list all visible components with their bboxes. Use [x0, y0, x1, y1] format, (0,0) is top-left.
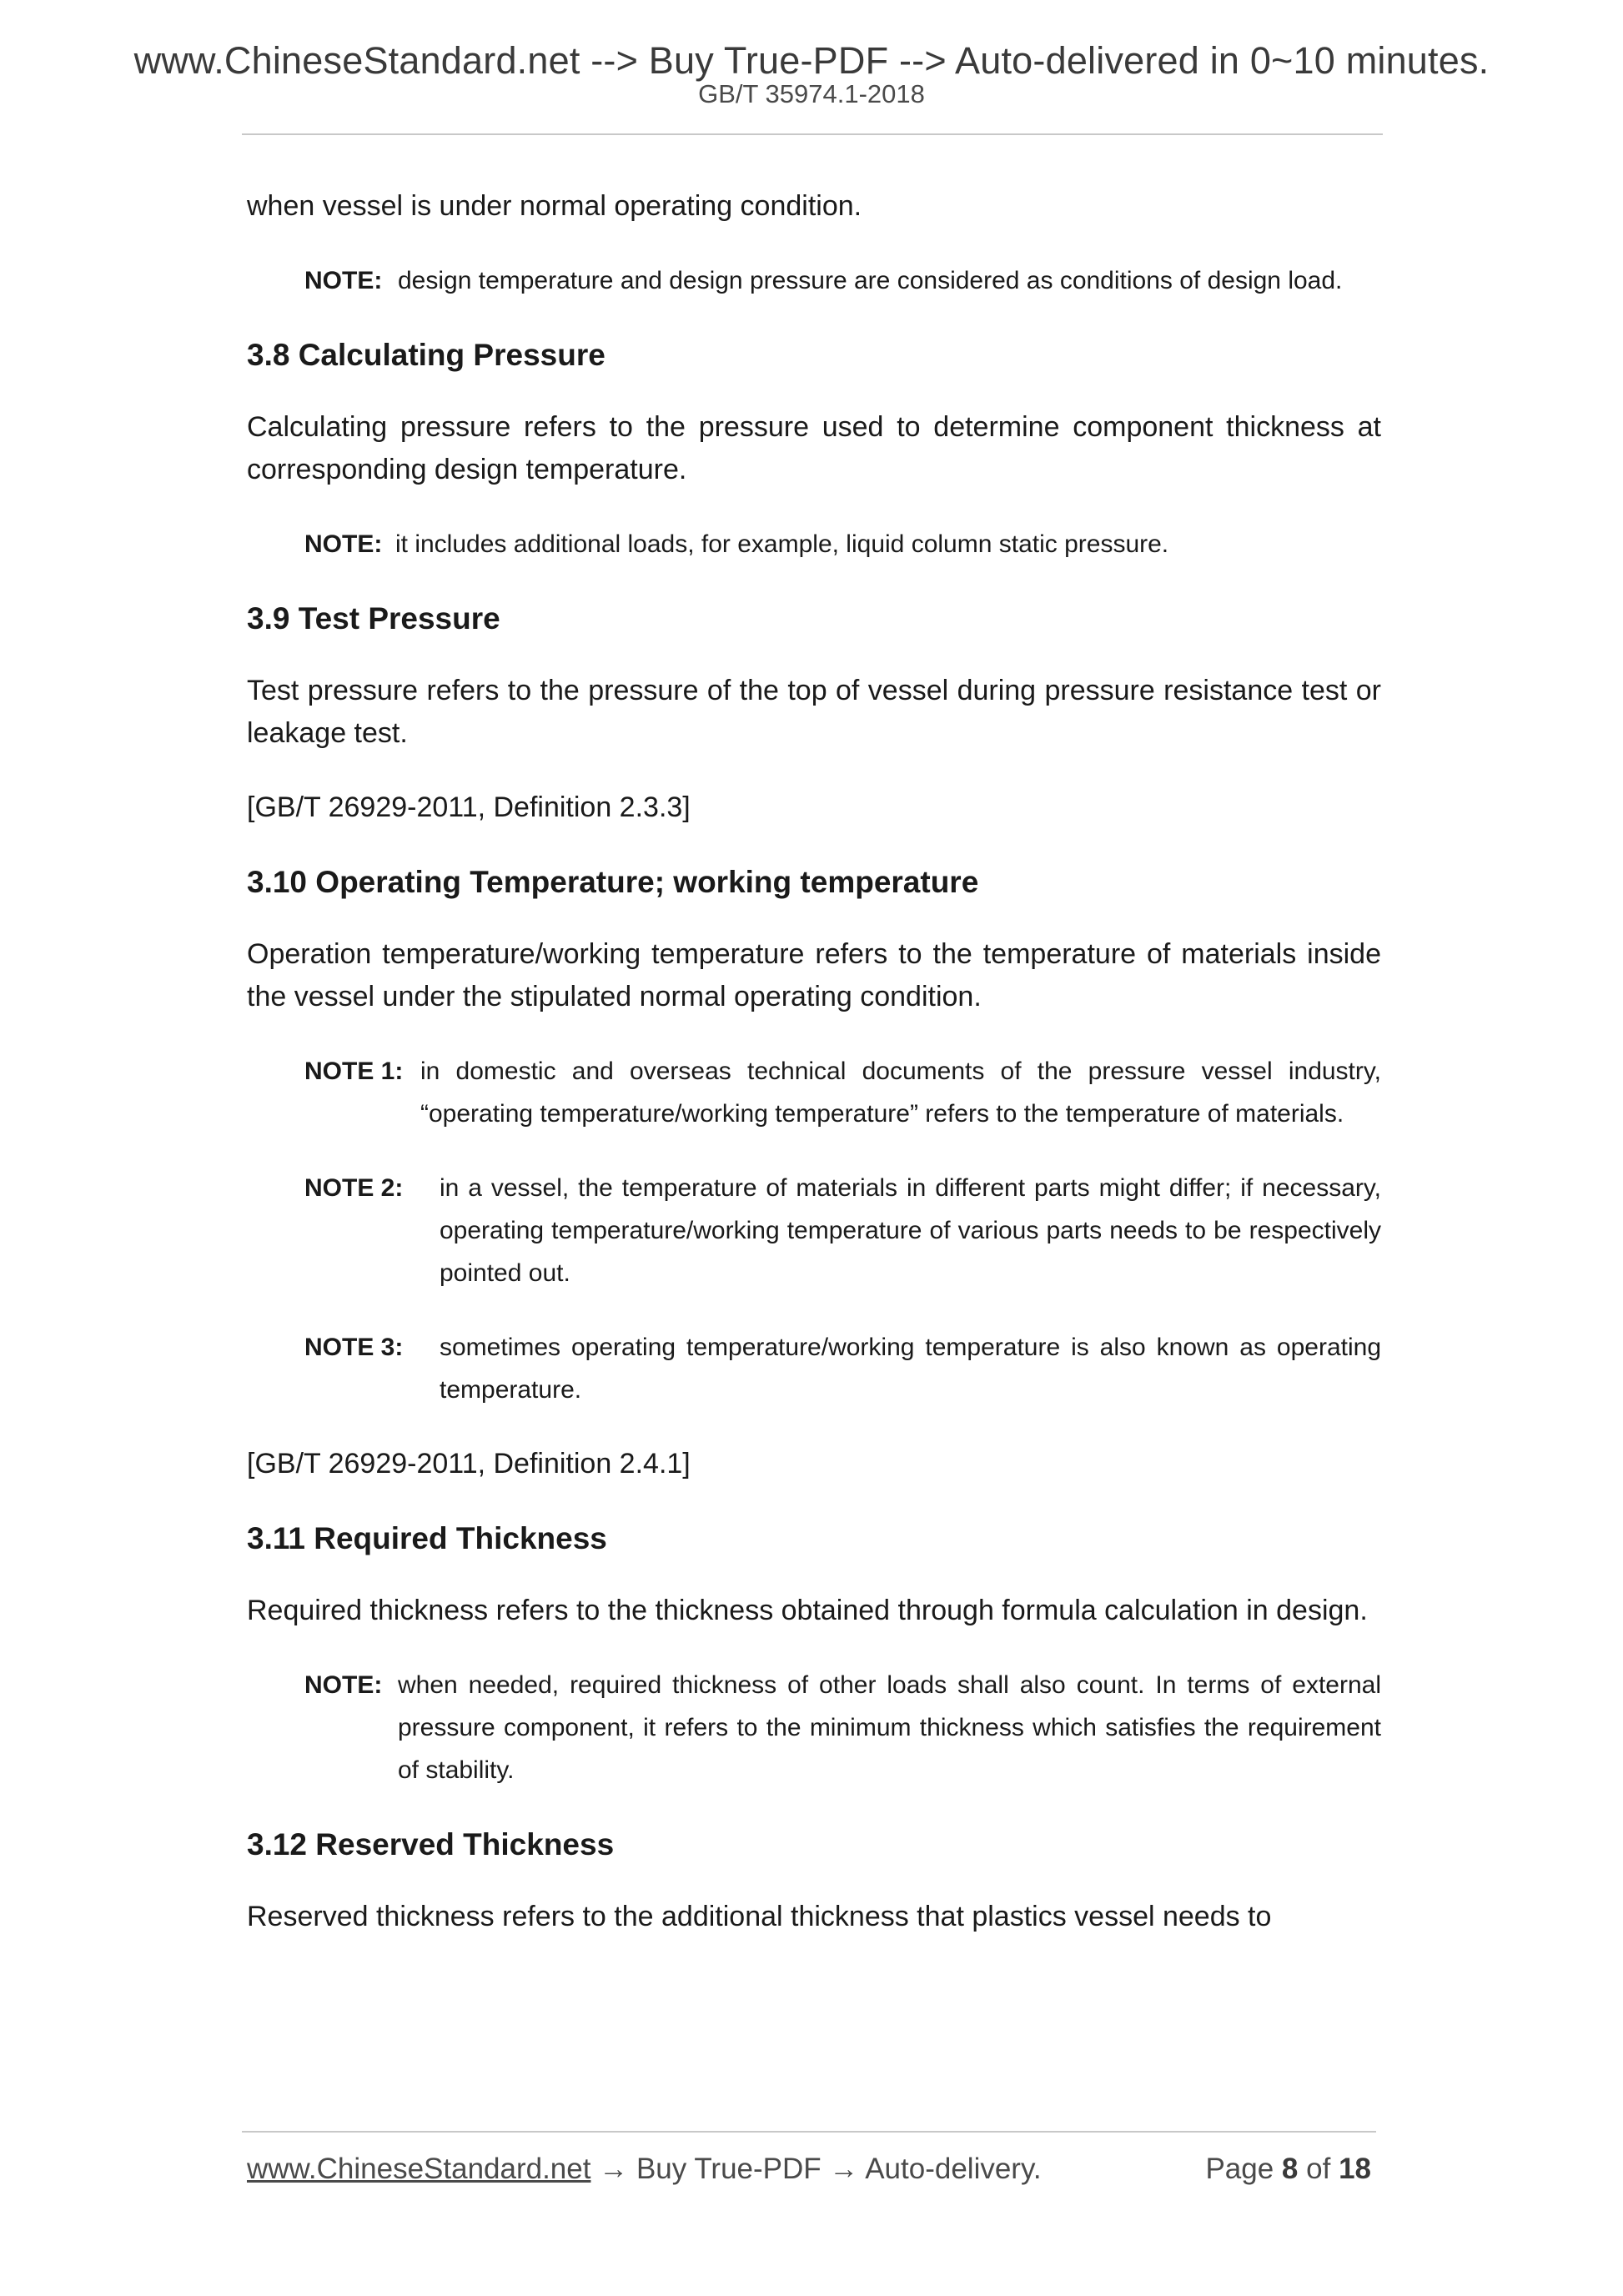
note-text: in a vessel, the temperature of materials in different parts might differ; if necessary, operating temperature/working temperature of various parts needs to be respectively pointed out.: [440, 1174, 1381, 1287]
arrow-right-icon: →: [829, 2153, 859, 2185]
note-1-3-10: [304, 1050, 1381, 1135]
note-text: in domestic and overseas technical documents of the pressure vessel industry, “operating temperature/working temperature” refers to the temperature of materials.: [420, 1058, 1381, 1128]
note-label: NOTE 1:: [304, 1058, 404, 1085]
section-body-3-12: Reserved thickness refers to the additional thickness that plastics vessel needs to: [247, 1901, 1272, 1932]
header-divider: [242, 133, 1383, 135]
note-label: NOTE 2:: [304, 1174, 404, 1202]
note-label: NOTE:: [304, 1671, 383, 1699]
page-indicator: [1205, 2154, 1371, 2183]
section-body-3-10: Operation temperature/working temperature refers to the temperature of materials inside the vessel under the stipulated normal operating condition.: [247, 938, 1381, 1012]
document-body: [247, 185, 1381, 1970]
footer-site-link[interactable]: www.ChineseStandard.net: [247, 2153, 591, 2185]
section-body-3-8: Calculating pressure refers to the pressure used to determine component thickness at corresponding design temperature.: [247, 411, 1381, 485]
section-body-3-11: Required thickness refers to the thickness obtained through formula calculation in design.: [247, 1595, 1368, 1626]
section-heading-3-11: 3.11 Required Thickness: [247, 1521, 607, 1555]
document-code: GB/T 35974.1-2018: [698, 79, 925, 108]
section-heading-3-9: 3.9 Test Pressure: [247, 601, 500, 636]
intro-paragraph: when vessel is under normal operating condition.: [247, 190, 862, 222]
section-heading-3-8: 3.8 Calculating Pressure: [247, 338, 605, 372]
section-body-3-9: Test pressure refers to the pressure of the top of vessel during pressure resistance test or leakage test.: [247, 675, 1381, 749]
of-word: of: [1306, 2153, 1331, 2185]
note-text: when needed, required thickness of other loads shall also count. In terms of external pressure component, it refers to the minimum thickness which satisfies the requirement of stability.: [398, 1671, 1381, 1784]
section-heading-3-10: 3.10 Operating Temperature; working temperature: [247, 865, 979, 899]
note-3-11: [304, 1664, 1381, 1791]
banner-text[interactable]: www.ChineseStandard.net --> Buy True-PDF --> Auto-delivered in 0~10 minutes.: [133, 39, 1490, 82]
note-label: NOTE:: [304, 267, 383, 294]
note-2-3-10: [304, 1167, 1381, 1294]
note-design-load: [304, 259, 1381, 302]
note-3-3-10: [304, 1326, 1381, 1411]
footer-divider: [242, 2131, 1376, 2133]
note-label: NOTE 3:: [304, 1334, 404, 1361]
note-label: NOTE:: [304, 530, 383, 558]
footer-auto-delivery-text: Auto-delivery.: [865, 2153, 1042, 2185]
note-text: it includes additional loads, for example, liquid column static pressure.: [395, 530, 1169, 558]
note-text: sometimes operating temperature/working temperature is also known as operating temperature.: [440, 1334, 1381, 1404]
footer-buy-text: Buy True-PDF: [636, 2153, 822, 2185]
reference-3-9: [GB/T 26929-2011, Definition 2.3.3]: [247, 791, 691, 823]
page-word: Page: [1205, 2153, 1274, 2185]
note-3-8: [304, 523, 1381, 565]
total-pages: 18: [1339, 2153, 1371, 2185]
page-number: 8: [1281, 2153, 1299, 2185]
section-heading-3-12: 3.12 Reserved Thickness: [247, 1827, 615, 1861]
note-text: design temperature and design pressure are considered as conditions of design load.: [398, 267, 1343, 294]
page-footer: [247, 2154, 1381, 2183]
reference-3-10: [GB/T 26929-2011, Definition 2.4.1]: [247, 1448, 691, 1480]
arrow-right-icon: →: [599, 2153, 629, 2185]
